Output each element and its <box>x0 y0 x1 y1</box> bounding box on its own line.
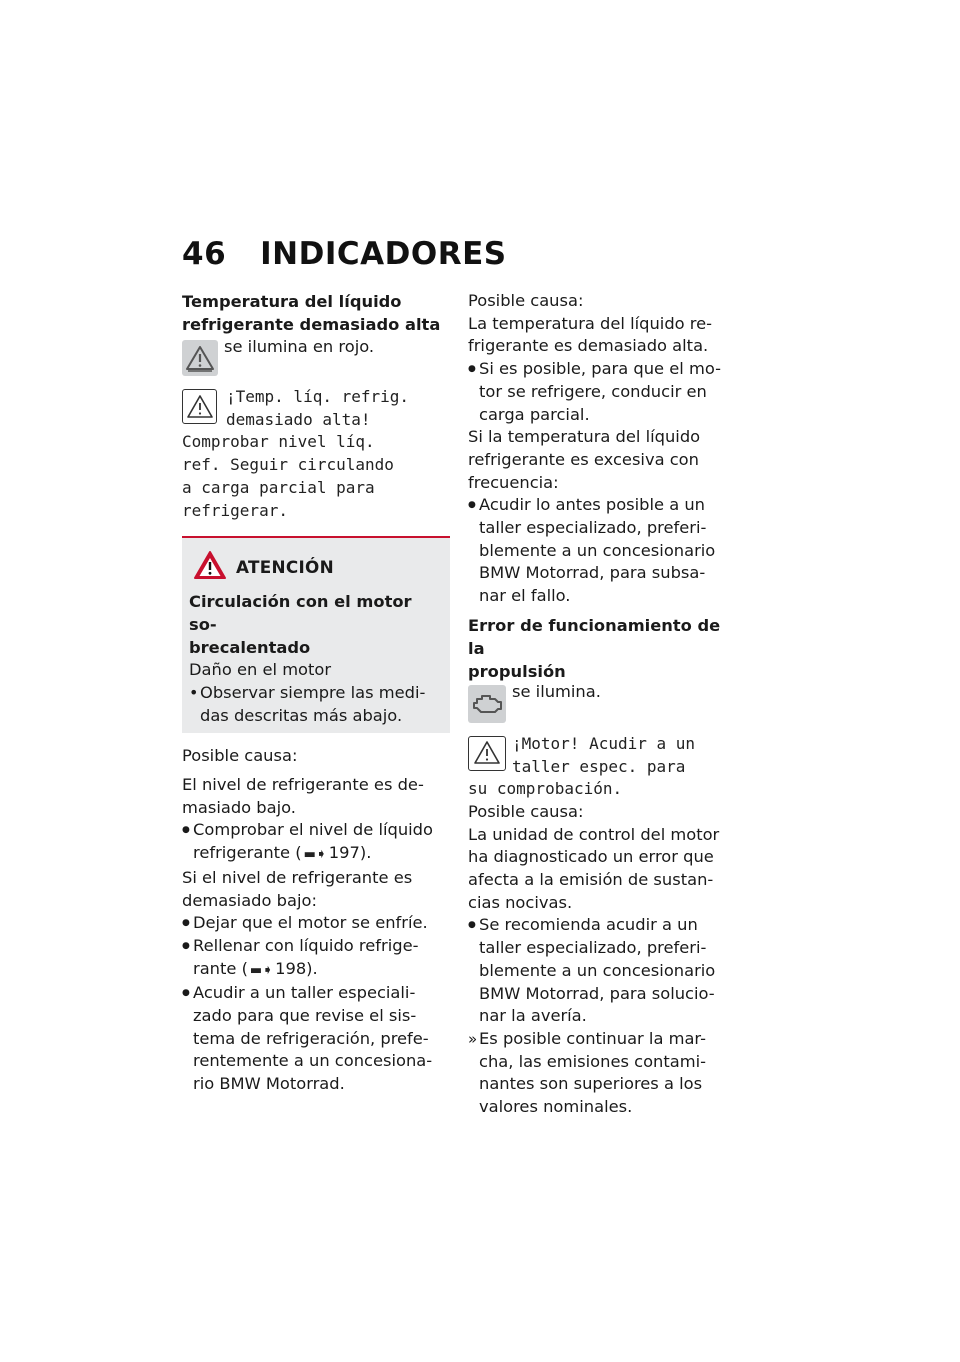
page-reference: 197). <box>328 843 372 863</box>
attention-text: Daño en el motor <box>189 660 332 680</box>
left-column <box>182 290 450 1096</box>
section-heading-engine: Error de funcionamiento de la propulsión <box>468 615 721 681</box>
page-header <box>182 236 507 272</box>
cause-label: Posible causa: <box>468 801 584 821</box>
indicator-row <box>182 337 450 376</box>
attention-title: ATENCIÓN <box>236 557 334 578</box>
list-item: ● Acudir a un taller especiali- zado para que revise el sis- tema de refrigeración, prefe- rentemente a un concesiona- rio BMW Motorrad. <box>182 982 450 1096</box>
warning-light-icon <box>182 340 218 376</box>
warning-triangle-icon <box>182 389 217 424</box>
cause-text: Si la temperatura del líquido refrigerante es excesiva con frecuencia: <box>468 427 701 492</box>
warning-triangle-red-icon <box>193 550 227 584</box>
indicator-row <box>468 681 738 723</box>
list-item: ● Acudir lo antes posible a un taller especializado, preferi- blemente a un concesionario BMW Motorrad, para subsa- nar el fallo. <box>468 494 738 608</box>
attention-bullet: • Observar siempre las medi- das descritas más abajo. <box>189 682 443 727</box>
cause-label: Posible causa: <box>182 746 298 766</box>
cause-label: Posible causa: <box>468 291 584 310</box>
page-number: 46 <box>182 236 227 272</box>
page-reference-arrow-icon: ▬➧ <box>303 847 327 863</box>
list-item: ● Rellenar con líquido refrige- rante ( ▬➧ 198). <box>182 935 450 982</box>
warning-triangle-icon <box>468 736 506 771</box>
engine-light-icon <box>468 685 506 723</box>
cause-text: La temperatura del líquido re- frigerante es demasiado alta. <box>468 313 713 356</box>
indicator-caption: se ilumina. <box>512 681 601 701</box>
cause-text: El nivel de refrigerante es de- masiado bajo. <box>182 775 424 817</box>
list-item: ● Se recomienda acudir a un taller especializado, preferi- blemente a un concesionario BMW Motorrad, para solucio- nar la avería. <box>468 914 738 1028</box>
list-item: ● Dejar que el motor se enfríe. <box>182 912 450 935</box>
result-item: » Es posible continuar la mar- cha, las emisiones contami- nantes son superiores a los valores nominales. <box>468 1028 738 1119</box>
display-message: ¡Motor! Acudir a un taller espec. para su comprobación. <box>468 733 696 799</box>
page-title: INDICADORES <box>260 236 507 272</box>
list-item: ● Si es posible, para que el mo- tor se refrigere, conducir en carga parcial. <box>468 358 738 426</box>
list-item: ● Comprobar el nivel de líquido refrigerante ( ▬➧ 197). <box>182 819 450 866</box>
cause-text: Si el nivel de refrigerante es demasiado bajo: <box>182 867 413 910</box>
attention-heading: Circulación con el motor so- brecalentado <box>189 592 412 658</box>
display-message: ¡Temp. líq. refrig. demasiado alta! Comprobar nivel líq. ref. Seguir circulando a carga parcial para refrigerar. <box>182 387 410 520</box>
attention-box <box>182 536 450 733</box>
section-heading-coolant: Temperatura del líquido refrigerante demasiado alta <box>182 292 441 334</box>
right-column <box>468 290 738 1119</box>
page-reference: 198). <box>275 958 318 978</box>
cause-text: La unidad de control del motor ha diagnosticado un error que afecta a la emisión de sustan- cias nocivas. <box>468 824 720 912</box>
page-reference-arrow-icon: ▬➧ <box>249 962 274 978</box>
indicator-caption: se ilumina en rojo. <box>224 337 375 356</box>
